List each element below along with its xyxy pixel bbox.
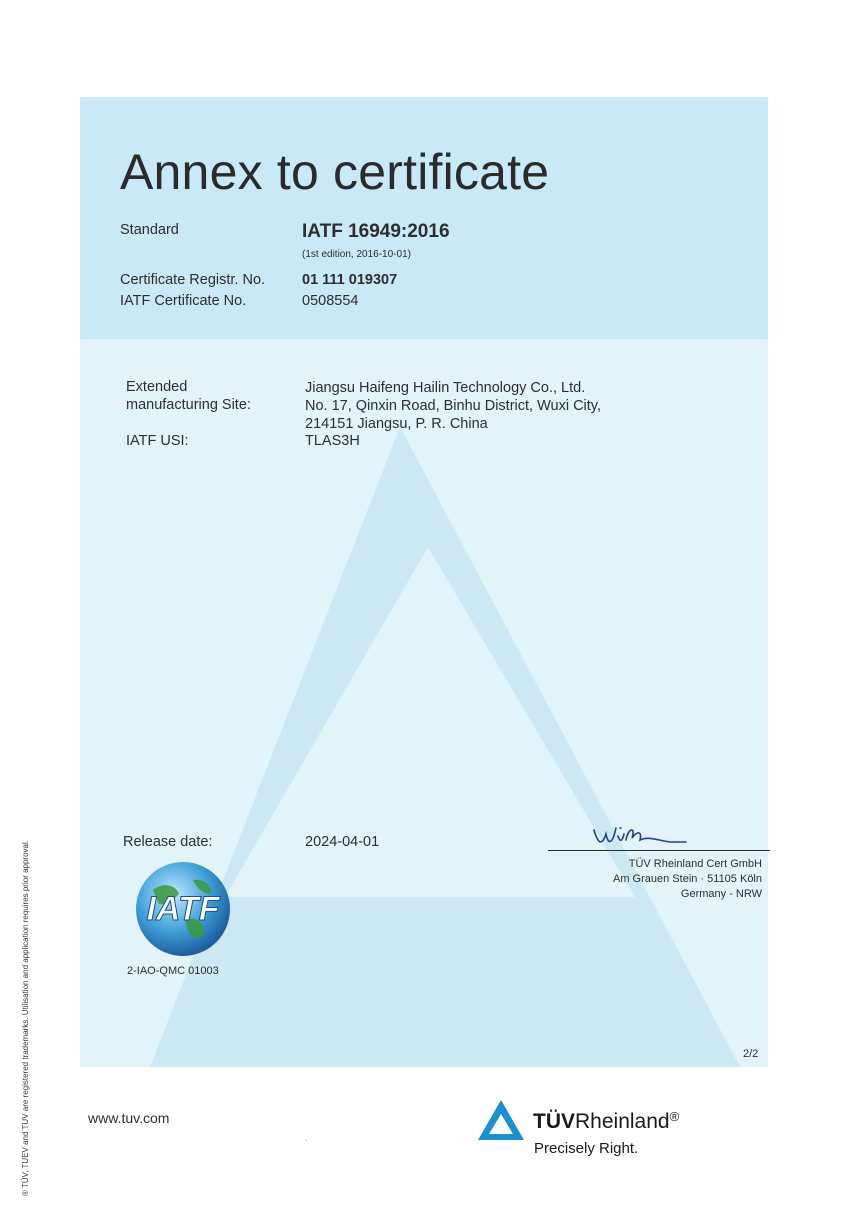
standard-value: IATF 16949:2016 <box>302 221 450 242</box>
standard-label: Standard <box>120 222 179 238</box>
certificate-registr-value: 01 111 019307 <box>302 272 398 288</box>
issuer-line: TÜV Rheinland Cert GmbH <box>628 858 762 870</box>
iatf-certificate-value: 0508554 <box>302 293 359 309</box>
iatf-logo-text: IATF <box>146 890 220 928</box>
signature-icon <box>590 818 690 850</box>
site-label-line2: manufacturing Site: <box>126 397 251 413</box>
signature-line <box>548 850 770 851</box>
iatf-usi-label: IATF USI: <box>126 433 189 449</box>
issuer-block <box>613 857 762 902</box>
release-date-label: Release date: <box>123 834 213 850</box>
website-link[interactable]: www.tuv.com <box>88 1110 170 1126</box>
standard-edition: (1st edition, 2016-10-01) <box>302 249 411 260</box>
site-address-line: No. 17, Qinxin Road, Binhu District, Wuxi City, <box>305 398 602 414</box>
release-date-value: 2024-04-01 <box>305 834 380 850</box>
speck <box>306 1140 307 1141</box>
iatf-usi-value: TLAS3H <box>305 433 360 449</box>
page-title: Annex to certificate <box>120 144 550 200</box>
iatf-logo-icon <box>123 860 243 958</box>
certificate-registr-label: Certificate Registr. No. <box>120 272 266 288</box>
site-address-line: Jiangsu Haifeng Hailin Technology Co., Ltd. <box>305 380 586 396</box>
brand-name <box>533 1109 679 1134</box>
brand-tagline: Precisely Right. <box>534 1140 639 1157</box>
iatf-certificate-label: IATF Certificate No. <box>120 293 247 309</box>
tuv-triangle-icon <box>476 1098 526 1142</box>
accreditation-code: 2-IAO-QMC 01003 <box>127 965 219 977</box>
site-address-line: 214151 Jiangsu, P. R. China <box>305 416 488 432</box>
page-number: 2/2 <box>743 1048 759 1060</box>
issuer-line: Am Grauen Stein · 51105 Köln <box>613 873 762 885</box>
site-label-line1: Extended <box>126 379 188 395</box>
brand-name-bold: TÜV <box>533 1110 575 1133</box>
site-address <box>305 379 601 433</box>
registered-mark: ® <box>669 1109 680 1124</box>
trademark-notice: ® TÜV, TUEV and TUV are registered trademarks. Utilisation and application requires prior approval. <box>21 840 30 1196</box>
issuer-line: Germany - NRW <box>680 888 762 900</box>
brand-name-regular: Rheinland <box>575 1110 670 1133</box>
